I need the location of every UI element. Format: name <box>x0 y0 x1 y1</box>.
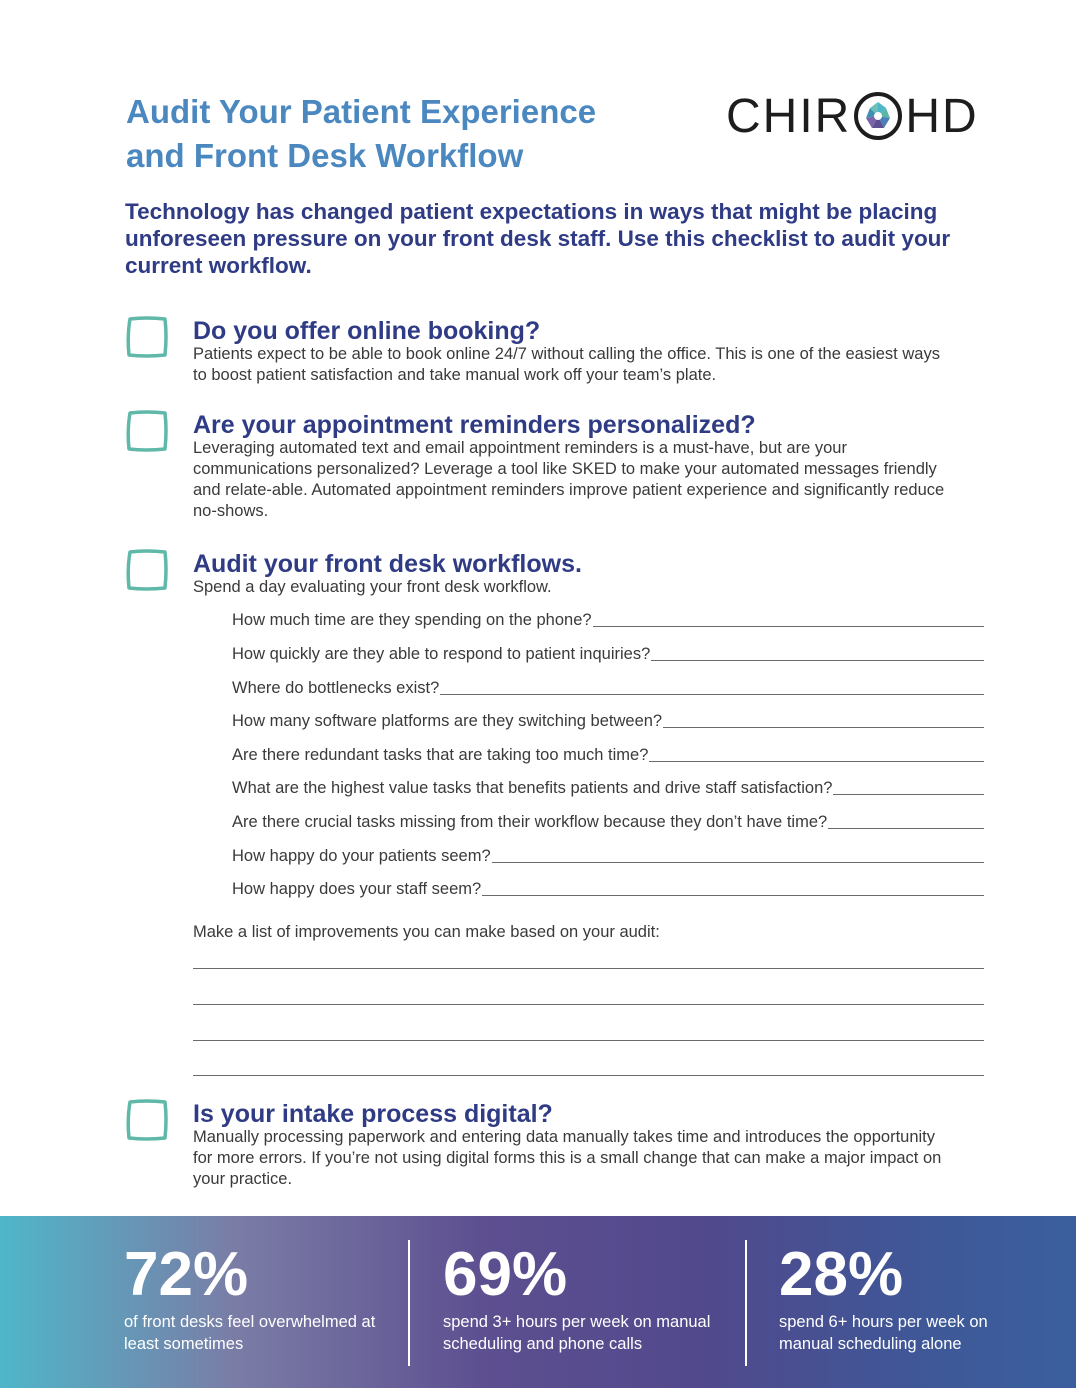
logo-text-left: CHIR <box>726 89 852 143</box>
question-row <box>232 810 984 832</box>
question-text: How many software platforms are they switching between? <box>232 712 663 730</box>
stat-text: spend 3+ hours per week on manual scheduling and phone calls <box>443 1313 711 1353</box>
answer-line[interactable] <box>651 660 984 661</box>
chirohd-logo <box>726 88 979 144</box>
answer-line[interactable] <box>492 862 984 863</box>
improvements-label: Make a list of improvements you can make based on your audit: <box>193 923 660 941</box>
question-text: Where do bottlenecks exist? <box>232 679 440 697</box>
stat-divider <box>408 1240 410 1366</box>
stat-divider <box>745 1240 747 1366</box>
question-text: How happy does your staff seem? <box>232 880 482 898</box>
item-heading: Is your intake process digital? <box>193 1100 553 1128</box>
logo-o-icon <box>853 91 903 141</box>
question-text: How happy do your patients seem? <box>232 847 491 865</box>
answer-line[interactable] <box>828 828 984 829</box>
question-text: Are there redundant tasks that are taking too much time? <box>232 746 649 764</box>
checkbox-icon[interactable] <box>126 549 168 591</box>
question-row <box>232 709 984 731</box>
question-row <box>232 776 984 798</box>
stat-value: 72% <box>124 1240 249 1309</box>
stat-value: 69% <box>443 1240 568 1309</box>
answer-line[interactable] <box>649 761 984 762</box>
question-row <box>232 743 984 765</box>
question-row <box>232 608 984 630</box>
answer-line[interactable] <box>663 727 984 728</box>
question-row <box>232 877 984 899</box>
checkbox-icon[interactable] <box>126 1099 168 1141</box>
answer-line[interactable] <box>833 794 984 795</box>
question-text: Are there crucial tasks missing from their workflow because they don’t have time? <box>232 813 828 831</box>
checkbox-icon[interactable] <box>126 410 168 452</box>
item-body: Spend a day evaluating your front desk workflow. <box>193 578 552 596</box>
item-heading: Do you offer online booking? <box>193 317 541 345</box>
answer-line[interactable] <box>593 626 984 627</box>
answer-line[interactable] <box>440 694 984 695</box>
question-text: What are the highest value tasks that benefits patients and drive staff satisfaction? <box>232 779 833 797</box>
item-heading: Audit your front desk workflows. <box>193 550 582 578</box>
title-line-2: and Front Desk Workflow <box>126 137 524 174</box>
intro-text: Technology has changed patient expectations in ways that might be placing unforeseen pressure on your front desk staff. Use this checklist to audit your current workflow. <box>125 199 951 278</box>
question-text: How much time are they spending on the phone? <box>232 611 592 629</box>
question-text: How quickly are they able to respond to patient inquiries? <box>232 645 651 663</box>
checkbox-icon[interactable] <box>126 316 168 358</box>
item-body: Leveraging automated text and email appointment reminders is a must-have, but are your communications personalized? Leverage a tool like SKED to make your automated messages friendly and relate-able. Automated appointment reminders improve patient experience and significantly reduce no-shows. <box>193 439 945 520</box>
answer-line[interactable] <box>482 895 984 896</box>
item-heading: Are your appointment reminders personalized? <box>193 411 756 439</box>
page-title <box>126 90 686 178</box>
stat-text: spend 6+ hours per week on manual scheduling alone <box>779 1313 988 1353</box>
improvement-line[interactable] <box>193 1075 984 1076</box>
item-body: Patients expect to be able to book online 24/7 without calling the office. This is one of the easiest ways to boost patient satisfaction and take manual work off your team’s plate. <box>193 345 940 384</box>
stats-banner <box>0 1216 1076 1388</box>
logo-text-right: HD <box>905 89 979 143</box>
stat-value: 28% <box>779 1240 904 1309</box>
title-line-1: Audit Your Patient Experience <box>126 93 597 130</box>
improvement-line[interactable] <box>193 1004 984 1005</box>
improvement-line[interactable] <box>193 1040 984 1041</box>
item-body: Manually processing paperwork and entering data manually takes time and introduces the opportunity for more errors. If you’re not using digital forms this is a small change that can make a major impact on your practice. <box>193 1128 942 1188</box>
question-row <box>232 676 984 698</box>
question-row <box>232 844 984 866</box>
stat-text: of front desks feel overwhelmed at least sometimes <box>124 1313 376 1353</box>
improvement-line[interactable] <box>193 968 984 969</box>
question-row <box>232 642 984 664</box>
